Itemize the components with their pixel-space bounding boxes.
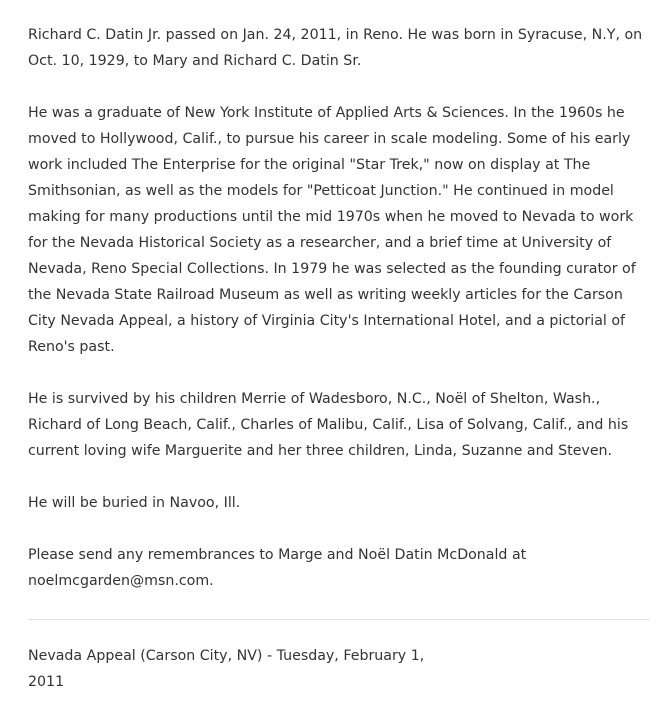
obituary-paragraph-burial: He will be buried in Navoo, Ill.: [28, 495, 241, 511]
obituary-paragraph-survivors: He is survived by his children Merrie of Wadesboro, N.C., Noël of Shelton, Wash., Richard of Long Beach, Calif., Charles of Malibu, Calif., Lisa of Solvang, Calif., and his current loving wife Marguerite and her three children, Linda, Suzanne and Steven.: [28, 391, 629, 459]
obituary-paragraph-career: He was a graduate of New York Institute of Applied Arts & Sciences. In the 1960s he moved to Hollywood, Calif., to pursue his career in scale modeling. Some of his early work included The Enterprise for the original "Star Trek," now on display at The Smithsonian, as well as the models for "Petticoat Junction." He continued in model making for many productions until the mid 1970s when he moved to Nevada to work for the Nevada Historical Society as a researcher, and a brief time at University of Nevada, Reno Special Collections. In 1979 he was selected as the founding curator of the Nevada State Railroad Museum as well as writing weekly articles for the Carson City Nevada Appeal, a history of Virginia City's International Hotel, and a pictorial of Reno's past.: [28, 105, 636, 355]
obituary-paragraph-remembrances: Please send any remembrances to Marge and Noël Datin McDonald at noelmcgarden@msn.com.: [28, 547, 527, 589]
obituary-body: [28, 22, 650, 594]
section-divider: [28, 619, 650, 620]
obituary-paragraph-birth: Richard C. Datin Jr. passed on Jan. 24, 2011, in Reno. He was born in Syracuse, N.Y, on Oct. 10, 1929, to Mary and Richard C. Datin Sr.: [28, 27, 643, 69]
source-citation: Nevada Appeal (Carson City, NV) - Tuesday, February 1, 2011: [28, 648, 425, 690]
